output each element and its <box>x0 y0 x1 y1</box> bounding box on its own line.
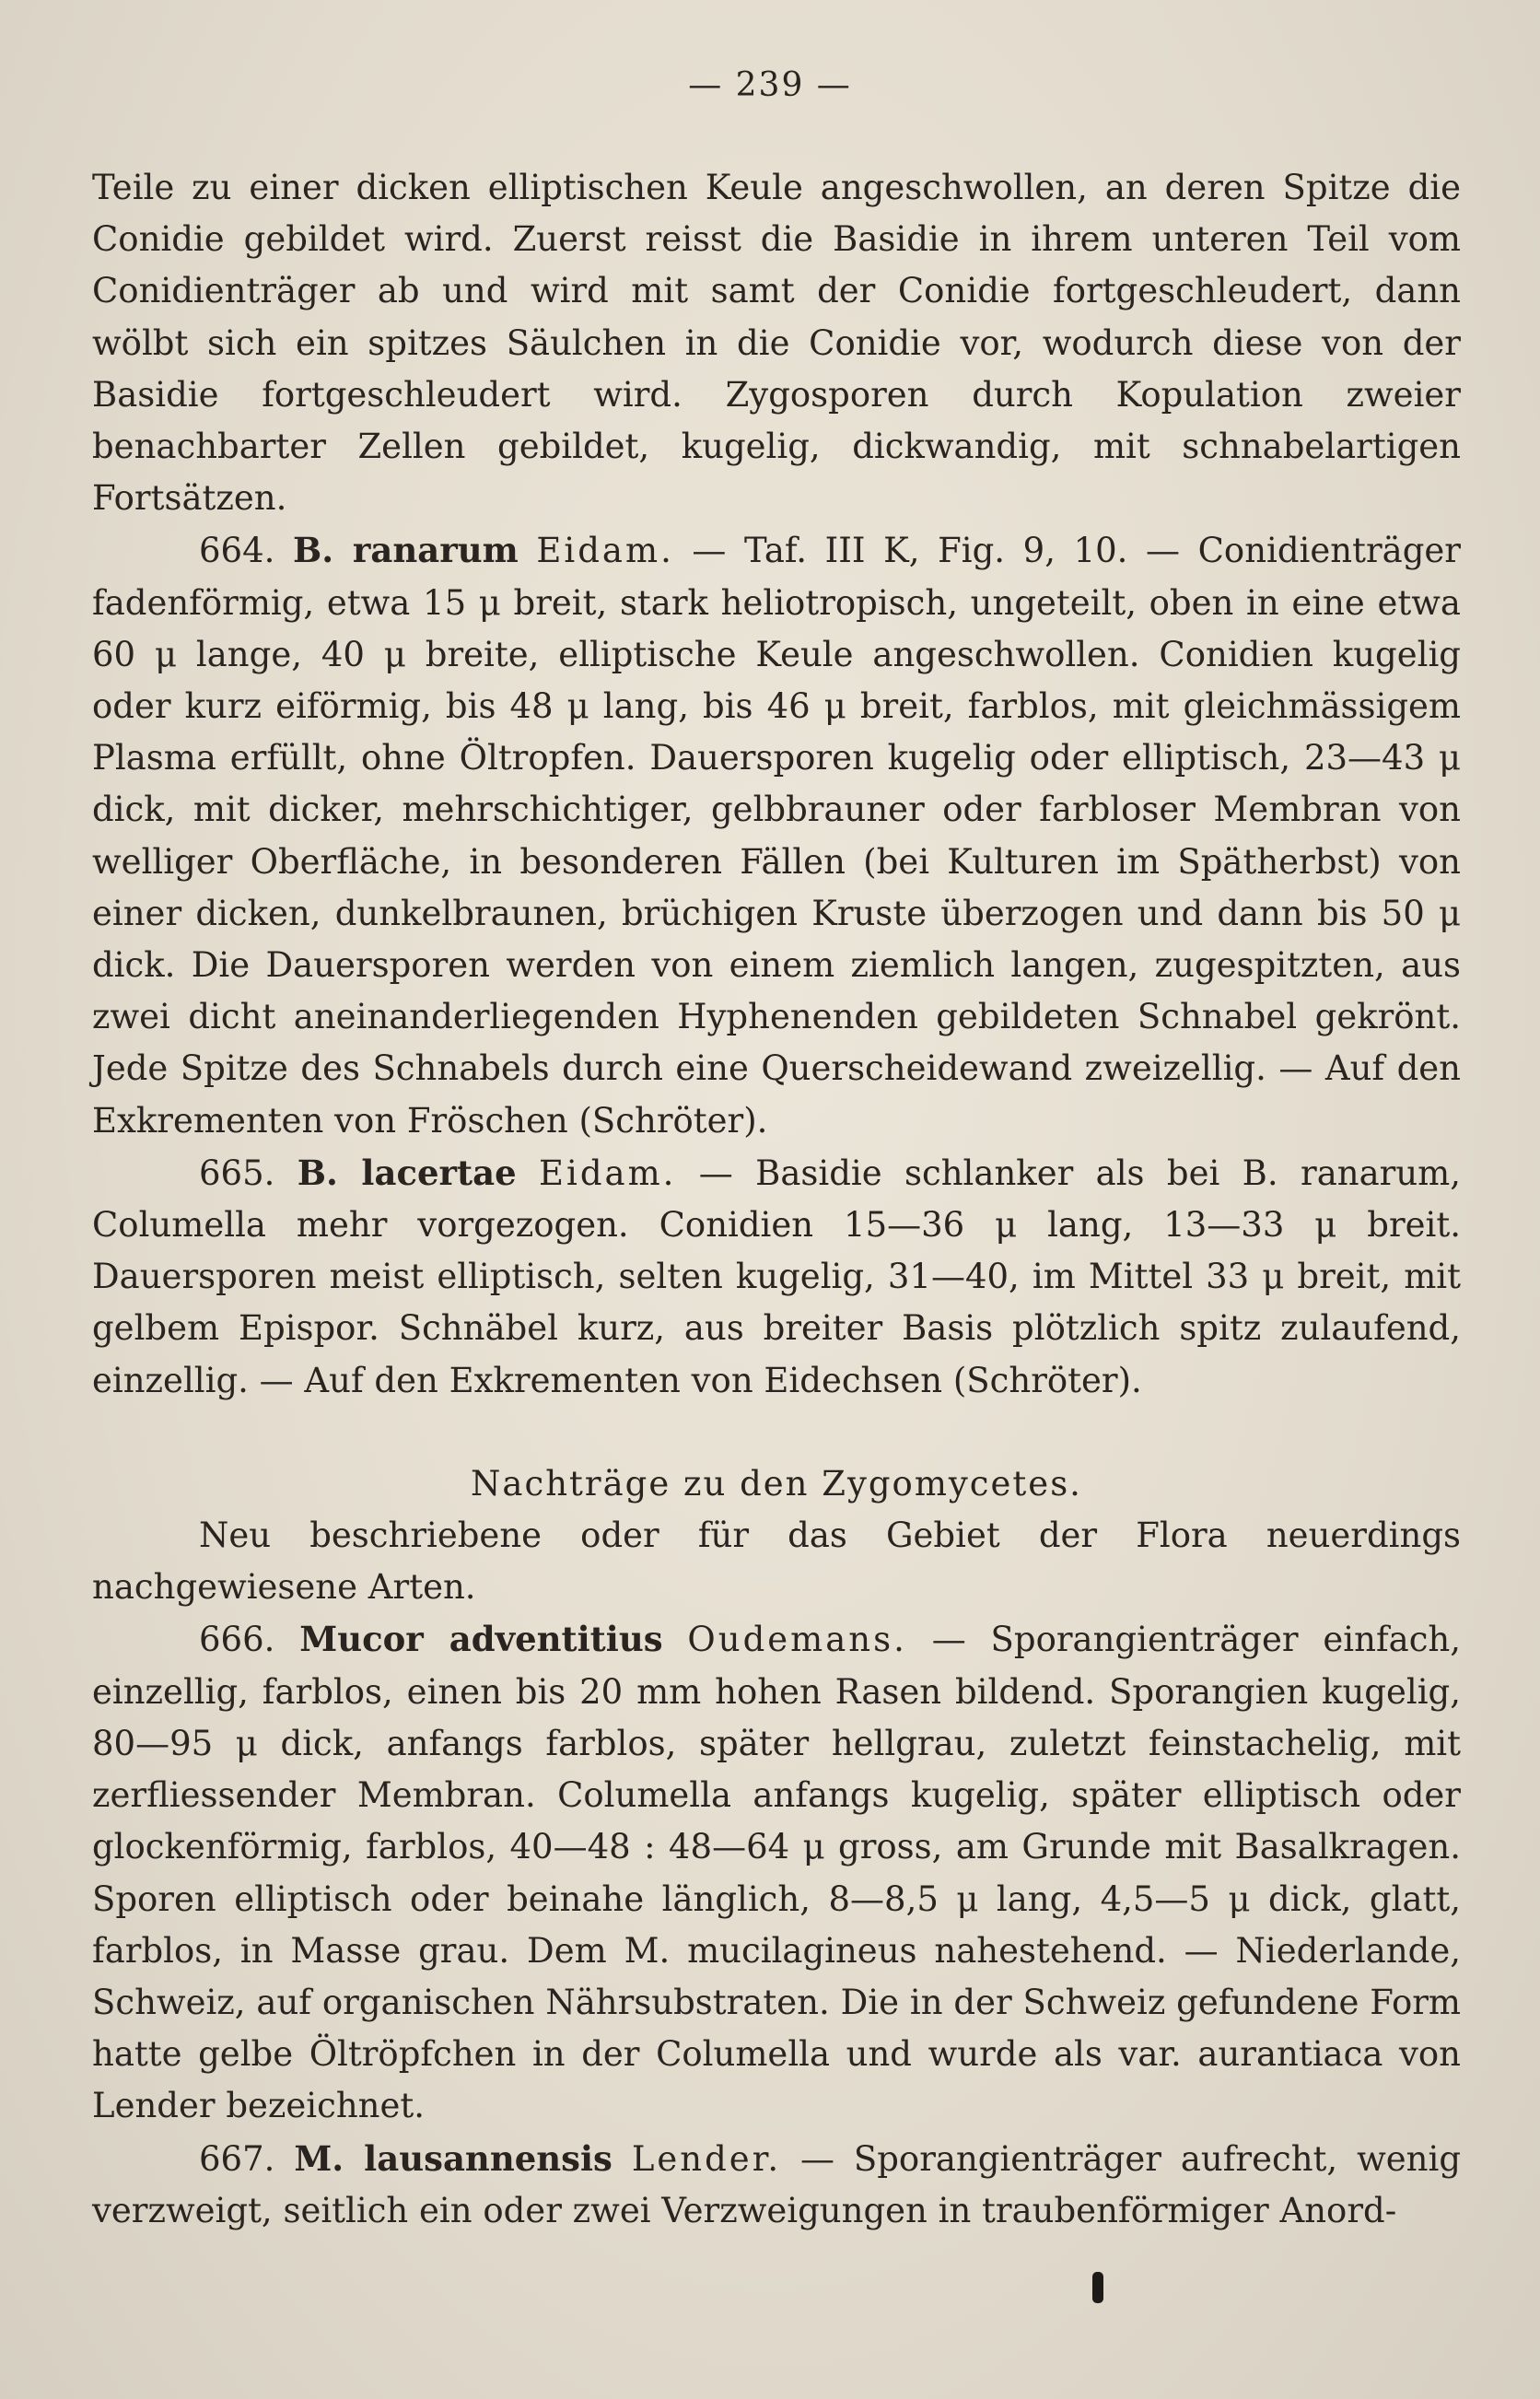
entry-number: 666. <box>199 1620 275 1660</box>
body-text <box>92 162 1461 2237</box>
species-entry-664 <box>92 524 1461 1146</box>
species-description: — Sporangienträger aufrecht, wenig verzweigt, seitlich ein oder zwei Verzweigungen in traubenförmiger Anord- <box>92 2138 1462 2230</box>
species-description: — Taf. III K, Fig. 9, 10. — Conidienträger fadenförmig, etwa 15 μ breit, stark heliotropisch, ungeteilt, oben in eine etwa 60 μ lange, 40 μ breite, elliptische Keule angeschwollen. Conidien kugelig oder kurz eiförmig, bis 48 μ lang, bis 46 μ breit, farblos, mit gleichmässigem Plasma erfüllt, ohne Öltropfen. Dauersporen kugelig oder elliptisch, 23—43 μ dick, mit dicker, mehrschichtiger, gelbbrauner oder farbloser Membran von welliger Oberfläche, in besonderen Fällen (bei Kulturen im Spätherbst) von einer dicken, dunkelbraunen, brüchigen Kruste überzogen und dann bis 50 μ dick. Die Dauersporen werden von einem ziemlich langen, zugespitzten, aus zwei dicht aneinanderliegenden Hyphenenden gebildeten Schnabel gekrönt. Jede Spitze des Schnabels durch eine Querscheidewand zweizellig. — Auf den Exkrementen von Fröschen (Schröter). <box>92 531 1461 1141</box>
species-name: B. lacertae <box>297 1152 517 1193</box>
species-entry-665 <box>92 1147 1461 1407</box>
species-name: M. lausannensis <box>294 2137 612 2179</box>
section-heading: Nachträge zu den Zygomycetes. <box>471 1463 1082 1504</box>
species-name: Mucor adventitius <box>299 1619 663 1660</box>
species-author: Oudemans. <box>687 1620 907 1660</box>
species-author: Eidam. <box>536 531 674 571</box>
species-entry-666 <box>92 1613 1461 2132</box>
species-author: Lender. <box>631 2138 782 2179</box>
entry-number: 665. <box>199 1153 275 1193</box>
entry-number: 664. <box>199 531 275 571</box>
species-entry-667 <box>92 2133 1461 2237</box>
ink-mark <box>1092 2272 1103 2303</box>
section-intro: Neu beschriebene oder für das Gebiet der Flora neuerdings nachgewiesene Arten. <box>92 1515 1461 1608</box>
species-author: Eidam. <box>538 1153 677 1193</box>
page-number: — 239 — <box>688 66 852 104</box>
species-description: — Basidie schlanker als bei B. ranarum, Columella mehr vorgezogen. Conidien 15—36 μ lang, 13—33 μ breit. Dauersporen meist elliptisch, selten kugelig, 31—40, im Mittel 33 μ breit, mit gelbem Epispor. Schnäbel kurz, aus breiter Basis plötzlich spitz zulaufend, einzellig. — Auf den Exkrementen von Eidechsen (Schröter). <box>92 1153 1462 1400</box>
entry-number: 667. <box>199 2138 275 2179</box>
species-name: B. ranarum <box>293 530 519 571</box>
continuation-paragraph: Teile zu einer dicken elliptischen Keule angeschwollen, an deren Spitze die Conidie gebildet wird. Zuerst reisst die Basidie in ihrem unteren Teil vom Conidienträger ab und wird mit samt der Conidie fortgeschleudert, dann wölbt sich ein spitzes Säulchen in die Conidie vor, wodurch diese von der Basidie fortgeschleudert wird. Zygosporen durch Kopulation zweier benachbarter Zellen gebildet, kugelig, dickwandig, mit schnabelartigen Fortsätzen. <box>92 168 1461 519</box>
species-description: — Sporangienträger einfach, einzellig, farblos, einen bis 20 mm hohen Rasen bildend. Sporangien kugelig, 80—95 μ dick, anfangs farblos, später hellgrau, zuletzt feinstachelig, mit zerfliessender Membran. Columella anfangs kugelig, später elliptisch oder glockenförmig, farblos, 40—48 : 48—64 μ gross, am Grunde mit Basalkragen. Sporen elliptisch oder beinahe länglich, 8—8,5 μ lang, 4,5—5 μ dick, glatt, farblos, in Masse grau. Dem M. mucilagineus nahestehend. — Niederlande, Schweiz, auf organischen Nährsubstraten. Die in der Schweiz gefundene Form hatte gelbe Öltröpfchen in der Columella und wurde als var. aurantiaca von Lender bezeichnet. <box>92 1620 1462 2126</box>
